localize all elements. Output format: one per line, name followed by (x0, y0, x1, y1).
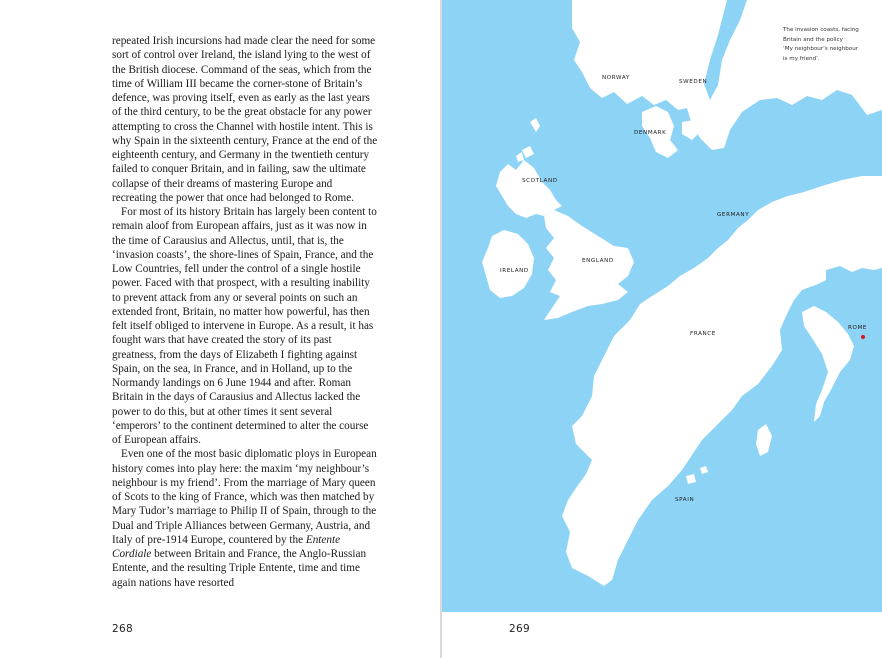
caption-line-3: ‘My neighbour’s neighbour (783, 46, 859, 52)
right-page (442, 0, 882, 658)
page-number-right: 269 (509, 623, 530, 635)
rome-marker (861, 335, 865, 339)
caption-line-2: Britain and the policy (783, 36, 843, 43)
label-sweden: SWEDEN (679, 79, 708, 85)
label-scotland: SCOTLAND (522, 178, 558, 184)
page-number-left: 268 (112, 623, 133, 635)
map-caption (783, 26, 875, 64)
label-england: ENGLAND (582, 258, 614, 264)
caption-line-1: The invasion coasts, facing (783, 27, 859, 33)
label-norway: NORWAY (602, 75, 630, 81)
left-page (0, 0, 440, 658)
entente-cordiale-italic: Entente Cordiale (112, 533, 341, 560)
paragraph-1: repeated Irish incursions had made clear the need for some sort of control over Ireland, the island lying to the west of the British diocese. Command of the seas, which from the time of William III became the corner-stone of Britain’s defence, was proving itself, even as early as the last years of the third century, to be the great obstacle for any power attempting to cross the Channel with hostile intent. This is why Spain in the sixteenth century, France at the end of the eighteenth century, and Germany in the twentieth century failed to conquer Britain, and in failing, saw the ultimate collapse of their dreams of mastering Europe and recreating the power that once had belonged to Rome. (112, 35, 378, 204)
paragraph-3-text-a: Even one of the most basic diplomatic ploys in European history comes into play here: the maxim ‘my neighbour’s neighbour is my friend’. From the marriage of Mary queen of Scots to the king of France, which was then matched by Mary Tudor’s marriage to Philip II of Spain, through to the Dual and Triple Alliances between Germany, Austria, and Italy of pre-1914 Europe, countered by the (112, 448, 377, 546)
paragraph-3-text-b: between Britain and France, the Anglo-Russian Entente, and the resulting Triple Entente, time and time again nations have resorted (112, 548, 367, 589)
body-text (112, 34, 378, 590)
label-ireland: IRELAND (500, 268, 529, 274)
paragraph-3 (112, 447, 378, 590)
label-france: FRANCE (690, 331, 716, 337)
label-spain: SPAIN (675, 497, 695, 503)
label-denmark: DENMARK (634, 130, 667, 136)
bottom-margin (442, 612, 882, 658)
europe-map (442, 0, 882, 658)
caption-line-4: is my friend’. (783, 55, 820, 62)
label-rome: ROME (848, 325, 868, 331)
paragraph-2: For most of its history Britain has largely been content to remain aloof from European affairs, just as it was now in the time of Carausius and Allectus, until, that is, the ‘invasion coasts’, the shore-lines of Spain, France, and the Low Countries, fell under the control of a single hostile power. Faced with that prospect, with a resulting inability to prevent attack from any or several points on such an extended front, Britain, no matter how powerful, has then felt itself obliged to intervene in Europe. As a result, it has fought wars that have created the story of its past greatness, from the days of Elizabeth I fighting against Spain, on the sea, in France, and in Holland, up to the Normandy landings on 6 June 1944 and after. Roman Britain in the days of Carausius and Allectus lacked the power to do this, but at other times it sent several ‘emperors’ to the continent determined to alter the course of European affairs. (112, 206, 377, 446)
label-germany: GERMANY (717, 212, 750, 218)
